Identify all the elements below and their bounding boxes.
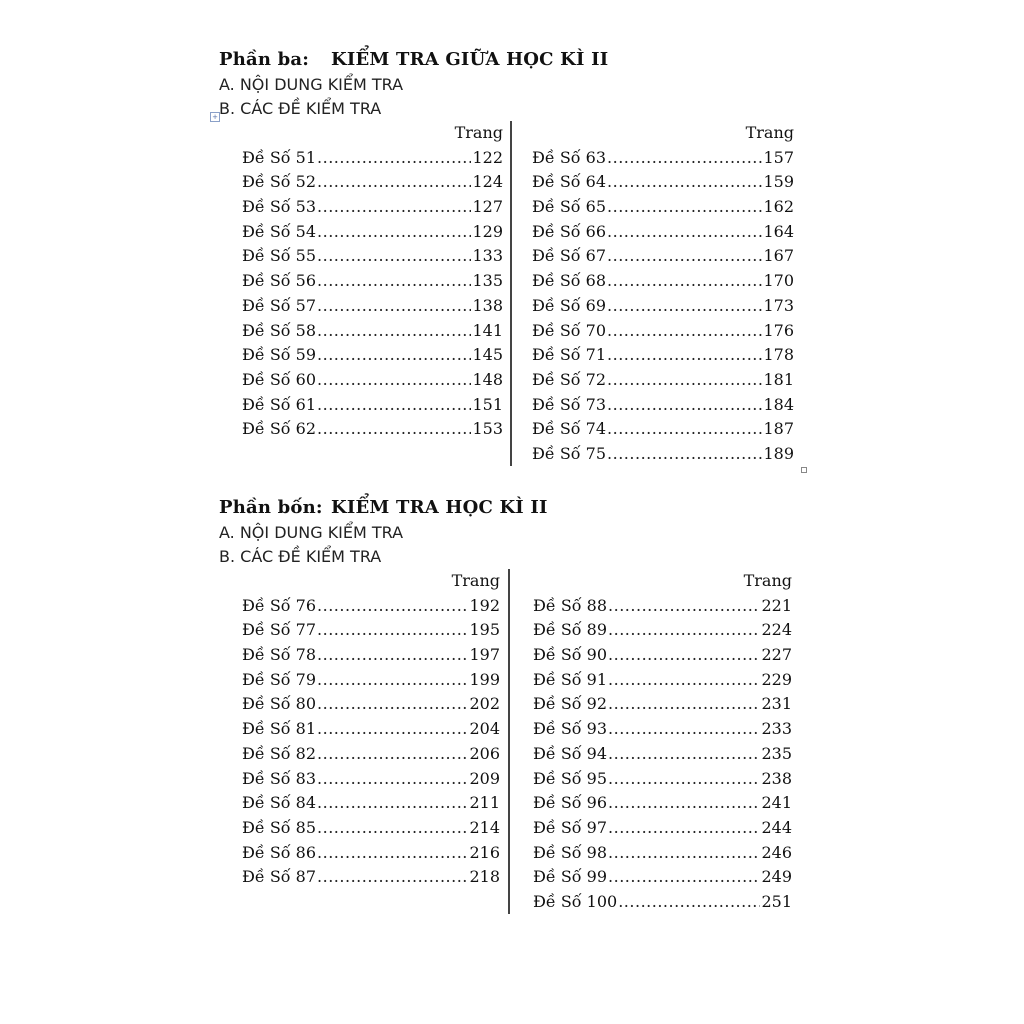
toc-entry-name: Đề Số 82 (242, 743, 317, 763)
toc-entry (533, 742, 792, 767)
toc-entry-page: 157 (763, 147, 794, 167)
part4-left-header: Trang (451, 571, 500, 590)
toc-entry-page: 141 (472, 320, 503, 340)
part3-column-divider (510, 121, 512, 466)
toc-entry-page: 138 (472, 295, 503, 315)
toc-entry (532, 343, 794, 368)
toc-entry-page: 204 (469, 719, 500, 739)
toc-entry-name: Đề Số 89 (533, 620, 608, 640)
toc-entry-name: Đề Số 91 (533, 669, 608, 689)
dot-leader (317, 220, 471, 245)
toc-entry (242, 841, 500, 866)
dot-leader (607, 417, 762, 442)
toc-entry (532, 195, 794, 220)
toc-entry-page: 184 (763, 394, 794, 414)
toc-entry-name: Đề Số 79 (242, 669, 317, 689)
toc-entry-page: 162 (763, 197, 794, 217)
part4-left-column (242, 569, 500, 890)
toc-entry-name: Đề Số 57 (242, 295, 317, 315)
part4-right-header: Trang (743, 571, 792, 590)
toc-entry (533, 717, 792, 742)
toc-entry-page: 224 (761, 620, 792, 640)
toc-entry (242, 791, 500, 816)
dot-leader (608, 816, 760, 841)
toc-entry-page: 135 (472, 271, 503, 291)
toc-entry-name: Đề Số 73 (532, 394, 607, 414)
toc-entry-name: Đề Số 85 (242, 817, 317, 837)
toc-entry-page: 227 (761, 645, 792, 665)
toc-entry-name: Đề Số 54 (242, 221, 317, 241)
dot-leader (607, 244, 762, 269)
part4-right-column (533, 569, 792, 915)
toc-entry-name: Đề Số 92 (533, 694, 608, 714)
toc-entry (533, 618, 792, 643)
toc-entry (533, 594, 792, 619)
toc-entry-page: 246 (761, 842, 792, 862)
dot-leader (317, 816, 468, 841)
toc-entry-page: 127 (472, 197, 503, 217)
part3-left-column (242, 121, 503, 442)
toc-entry-name: Đề Số 97 (533, 817, 608, 837)
toc-entry-name: Đề Số 77 (242, 620, 317, 640)
dot-leader (317, 767, 468, 792)
toc-entry-page: 195 (469, 620, 500, 640)
toc-entry-page: 159 (763, 172, 794, 192)
toc-entry (242, 343, 503, 368)
toc-entry-page: 148 (472, 369, 503, 389)
toc-entry (242, 170, 503, 195)
dot-leader (317, 170, 471, 195)
toc-entry (242, 816, 500, 841)
toc-entry (242, 319, 503, 344)
part4-left-entries (242, 594, 500, 890)
dot-leader (608, 717, 760, 742)
dot-leader (608, 841, 760, 866)
dot-leader (607, 195, 762, 220)
toc-entry-name: Đề Số 65 (532, 197, 607, 217)
toc-entry-name: Đề Số 56 (242, 271, 317, 291)
toc-entry-name: Đề Số 62 (242, 419, 317, 439)
part4-label: Phần bốn: (219, 497, 323, 518)
toc-entry (242, 417, 503, 442)
toc-entry-name: Đề Số 68 (532, 271, 607, 291)
toc-entry (242, 294, 503, 319)
dot-leader (607, 343, 762, 368)
toc-entry-page: 133 (472, 246, 503, 266)
dot-leader (317, 791, 468, 816)
part3-line-b: B. CÁC ĐỀ KIỂM TRA (219, 99, 382, 118)
toc-entry (533, 791, 792, 816)
toc-entry-page: 249 (761, 867, 792, 887)
toc-entry (242, 269, 503, 294)
toc-entry (532, 368, 794, 393)
part4-heading (219, 495, 819, 521)
dot-leader (607, 393, 762, 418)
toc-entry-page: 178 (763, 345, 794, 365)
toc-entry (242, 618, 500, 643)
toc-entry-name: Đề Số 94 (533, 743, 608, 763)
toc-entry (532, 146, 794, 171)
dot-leader (317, 343, 471, 368)
toc-entry-name: Đề Số 75 (532, 443, 607, 463)
toc-entry-name: Đề Số 60 (242, 369, 317, 389)
dot-leader (317, 393, 471, 418)
toc-entry-page: 211 (469, 793, 500, 813)
dot-leader (608, 791, 760, 816)
toc-entry-page: 202 (469, 694, 500, 714)
toc-entry (532, 442, 794, 467)
part3-heading (219, 47, 819, 73)
toc-entry-page: 209 (469, 768, 500, 788)
dot-leader (317, 269, 471, 294)
part3-toc-table (219, 121, 819, 469)
toc-entry-name: Đề Số 66 (532, 221, 607, 241)
part3-title: KIỂM TRA GIỮA HỌC KÌ II (331, 49, 609, 70)
toc-entry-name: Đề Số 96 (533, 793, 608, 813)
toc-entry (242, 146, 503, 171)
dot-leader (607, 269, 762, 294)
part3-right-column (532, 121, 794, 467)
part4-toc-table (219, 569, 819, 917)
dot-leader (608, 618, 760, 643)
toc-entry (533, 865, 792, 890)
dot-leader (317, 195, 471, 220)
toc-entry-name: Đề Số 52 (242, 172, 317, 192)
dot-leader (317, 717, 468, 742)
part3-right-header: Trang (745, 123, 794, 142)
toc-entry (242, 594, 500, 619)
dot-leader (317, 692, 468, 717)
toc-entry-name: Đề Số 69 (532, 295, 607, 315)
toc-entry-name: Đề Số 90 (533, 645, 608, 665)
toc-entry-page: 238 (761, 768, 792, 788)
dot-leader (317, 618, 468, 643)
part3-left-header: Trang (454, 123, 503, 142)
part4-column-divider (508, 569, 510, 914)
toc-entry-name: Đề Số 59 (242, 345, 317, 365)
part3-section (219, 47, 819, 469)
toc-entry-page: 176 (763, 320, 794, 340)
toc-entry (532, 393, 794, 418)
toc-entry (532, 269, 794, 294)
toc-entry-page: 170 (763, 271, 794, 291)
toc-entry-page: 244 (761, 817, 792, 837)
toc-entry-name: Đề Số 51 (242, 147, 317, 167)
dot-leader (317, 594, 468, 619)
toc-entry-name: Đề Số 72 (532, 369, 607, 389)
toc-entry (533, 841, 792, 866)
toc-entry-page: 153 (472, 419, 503, 439)
part4-title: KIỂM TRA HỌC KÌ II (331, 497, 548, 518)
toc-entry-name: Đề Số 93 (533, 719, 608, 739)
toc-entry (533, 890, 792, 915)
toc-entry-page: 145 (472, 345, 503, 365)
toc-entry-name: Đề Số 80 (242, 694, 317, 714)
toc-entry (242, 767, 500, 792)
part3-right-entries (532, 146, 794, 467)
toc-entry-name: Đề Số 84 (242, 793, 317, 813)
toc-entry (242, 220, 503, 245)
toc-entry-page: 199 (469, 669, 500, 689)
toc-entry-page: 241 (761, 793, 792, 813)
toc-entry-page: 122 (472, 147, 503, 167)
dot-leader (608, 767, 760, 792)
toc-entry-page: 206 (469, 743, 500, 763)
toc-entry (532, 319, 794, 344)
toc-entry-page: 235 (761, 743, 792, 763)
toc-entry (532, 417, 794, 442)
toc-entry-name: Đề Số 64 (532, 172, 607, 192)
toc-entry (532, 294, 794, 319)
toc-entry-page: 197 (469, 645, 500, 665)
toc-entry-name: Đề Số 78 (242, 645, 317, 665)
toc-entry-page: 221 (761, 595, 792, 615)
toc-entry-page: 181 (763, 369, 794, 389)
toc-entry-name: Đề Số 98 (533, 842, 608, 862)
dot-leader (608, 594, 760, 619)
toc-entry-page: 218 (469, 867, 500, 887)
toc-entry (533, 816, 792, 841)
toc-entry-page: 167 (763, 246, 794, 266)
toc-entry-page: 214 (469, 817, 500, 837)
toc-entry-page: 251 (761, 891, 792, 911)
toc-entry-name: Đề Số 76 (242, 595, 317, 615)
toc-entry-page: 187 (763, 419, 794, 439)
toc-entry-name: Đề Số 55 (242, 246, 317, 266)
toc-entry (242, 393, 503, 418)
dot-leader (607, 319, 762, 344)
dot-leader (317, 417, 471, 442)
toc-entry-page: 192 (469, 595, 500, 615)
toc-entry (242, 643, 500, 668)
dot-leader (607, 294, 762, 319)
toc-entry (532, 170, 794, 195)
dot-leader (607, 170, 762, 195)
toc-entry-page: 124 (472, 172, 503, 192)
dot-leader (607, 442, 762, 467)
dot-leader (608, 865, 760, 890)
toc-entry (242, 195, 503, 220)
toc-entry-name: Đề Số 71 (532, 345, 607, 365)
part4-line-b: B. CÁC ĐỀ KIỂM TRA (219, 547, 382, 566)
toc-entry-name: Đề Số 74 (532, 419, 607, 439)
toc-entry-name: Đề Số 86 (242, 842, 317, 862)
toc-entry-name: Đề Số 81 (242, 719, 317, 739)
dot-leader (607, 368, 762, 393)
toc-entry (242, 717, 500, 742)
toc-entry-name: Đề Số 95 (533, 768, 608, 788)
toc-entry-name: Đề Số 87 (242, 867, 317, 887)
toc-entry-page: 216 (469, 842, 500, 862)
toc-entry (533, 692, 792, 717)
toc-entry-name: Đề Số 63 (532, 147, 607, 167)
toc-entry-page: 151 (472, 394, 503, 414)
toc-entry-page: 231 (761, 694, 792, 714)
dot-leader (317, 244, 471, 269)
toc-entry-name: Đề Số 100 (533, 891, 618, 911)
toc-entry-page: 233 (761, 719, 792, 739)
part3-line-a: A. NỘI DUNG KIỂM TRA (219, 75, 404, 94)
dot-leader (618, 890, 760, 915)
toc-entry (242, 244, 503, 269)
toc-entry (242, 865, 500, 890)
part3-left-entries (242, 146, 503, 442)
dot-leader (317, 146, 471, 171)
toc-entry-name: Đề Số 58 (242, 320, 317, 340)
toc-entry-page: 189 (763, 443, 794, 463)
toc-entry-page: 173 (763, 295, 794, 315)
dot-leader (317, 841, 468, 866)
toc-entry (242, 692, 500, 717)
part3-label: Phần ba: (219, 49, 310, 70)
part4-line-a: A. NỘI DUNG KIỂM TRA (219, 523, 404, 542)
dot-leader (608, 643, 760, 668)
dot-leader (317, 319, 471, 344)
dot-leader (317, 742, 468, 767)
toc-entry-name: Đề Số 70 (532, 320, 607, 340)
dot-leader (317, 294, 471, 319)
toc-entry-page: 164 (763, 221, 794, 241)
toc-entry (242, 742, 500, 767)
dot-leader (317, 368, 471, 393)
dot-leader (608, 692, 760, 717)
dot-leader (608, 742, 760, 767)
toc-entry-name: Đề Số 61 (242, 394, 317, 414)
table-anchor-icon[interactable]: + (210, 112, 220, 122)
toc-entry (242, 368, 503, 393)
toc-entry-name: Đề Số 67 (532, 246, 607, 266)
toc-entry (532, 244, 794, 269)
toc-entry (242, 668, 500, 693)
part4-section (219, 495, 819, 917)
toc-entry-page: 229 (761, 669, 792, 689)
dot-leader (317, 668, 468, 693)
toc-entry-name: Đề Số 88 (533, 595, 608, 615)
toc-entry-page: 129 (472, 221, 503, 241)
part4-right-entries (533, 594, 792, 915)
dot-leader (607, 220, 762, 245)
toc-entry-name: Đề Số 83 (242, 768, 317, 788)
toc-entry (533, 668, 792, 693)
dot-leader (317, 643, 468, 668)
toc-entry (532, 220, 794, 245)
dot-leader (317, 865, 468, 890)
toc-entry (533, 767, 792, 792)
toc-entry (533, 643, 792, 668)
toc-entry-name: Đề Số 99 (533, 867, 608, 887)
toc-entry-name: Đề Số 53 (242, 197, 317, 217)
dot-leader (607, 146, 762, 171)
dot-leader (608, 668, 760, 693)
